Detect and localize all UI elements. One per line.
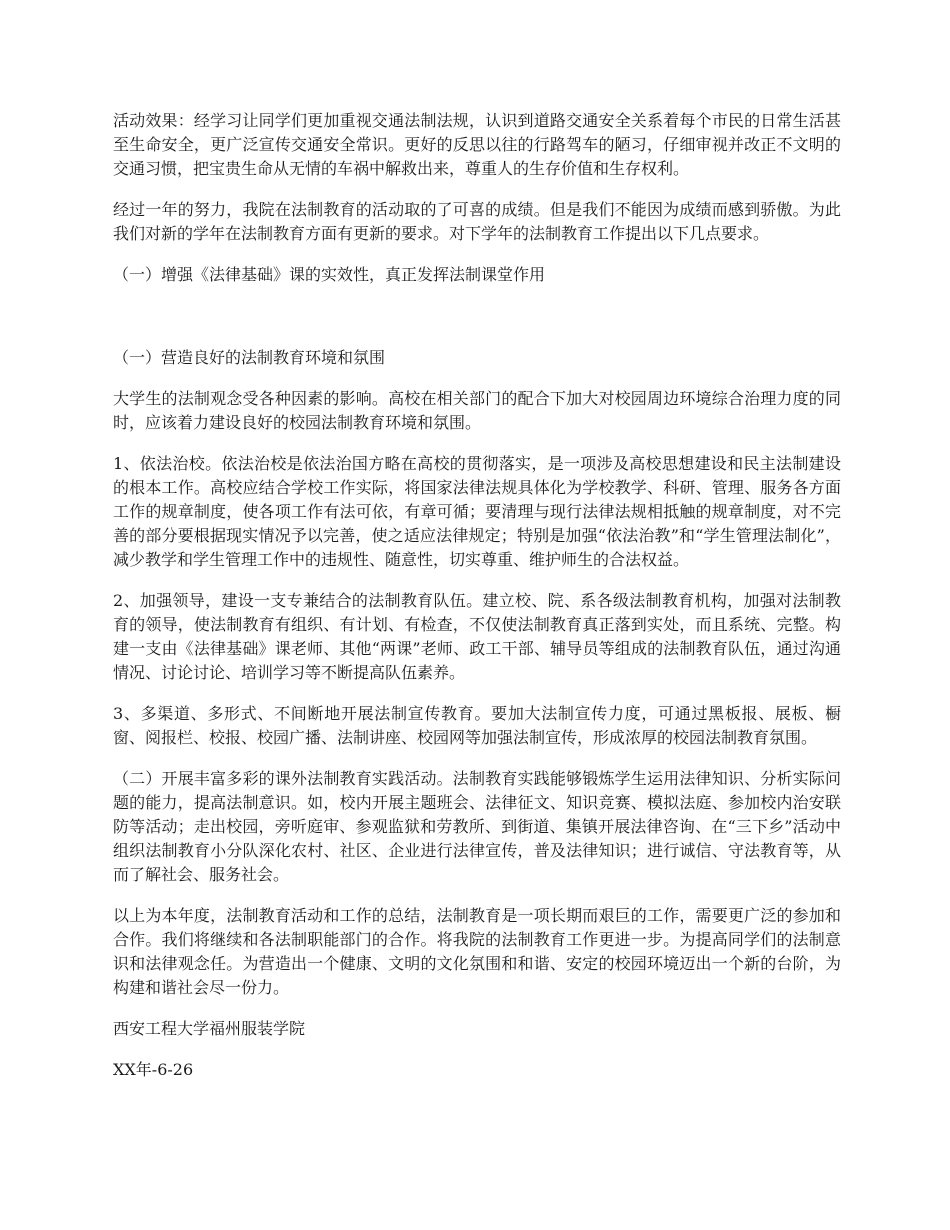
blank-spacer [113,304,841,346]
signature-institution: 西安工程大学福州服装学院 [113,1019,306,1038]
heading-environment: （一）营造良好的法制教育环境和氛围 [113,348,386,367]
paragraph-practice: （二）开展丰富多彩的课外法制教育实践活动。法制教育实践能够锻炼学生运用法律知识、分析实际问题的能力，提高法制意识。如，校内开展主题班会、法律征文、知识竞赛、模拟法庭、参加校内治安联防等活动；走出校园，旁听庭审、参观监狱和劳教所、到街道、集镇开展法律咨询、在“三下乡”活动中组织法制教育小分队深化农村、社区、企业进行法律宣传，普及法律知识；进行诚信、守法教育等，从而了解社会、服务社会。 [113,769,841,884]
paragraph-conclusion: 以上为本年度，法制教育活动和工作的总结，法制教育是一项长期而艰巨的工作，需要更广泛的参加和合作。我们将继续和各法制职能部门的合作。将我院的法制教育工作更进一步。为提高同学们的法制意识和法律观念任。为营造出一个健康、文明的文化氛围和和谐、安定的校园环境迈出一个新的台阶，为构建和谐社会尽一份力。 [113,906,841,997]
paragraph-item-2: 2、加强领导，建设一支专兼结合的法制教育队伍。建立校、院、系各级法制教育机构，加强对法制教育的领导，使法制教育有组织、有计划、有检查，不仅使法制教育真正落到实处，而且系统、完整。构建一支由《法律基础》课老师、其他“两课”老师、政工干部、辅导员等组成的法制教育队伍，通过沟通情况、讨论讨论、培训学习等不断提高队伍素养。 [113,591,841,682]
document-page [113,109,841,1099]
signature-date: XX年-6-26 [113,1060,194,1079]
paragraph-year-summary: 经过一年的努力，我院在法制教育的活动取的了可喜的成绩。但是我们不能因为成绩而感到骄傲。为此我们对新的学年在法制教育方面有更新的要求。对下学年的法制教育工作提出以下几点要求。 [113,200,841,243]
paragraph-item-3: 3、多渠道、多形式、不间断地开展法制宣传教育。要加大法制宣传力度，可通过黑板报、展板、橱窗、阅报栏、校报、校园广播、法制讲座、校园网等加强法制宣传，形成浓厚的校园法制教育氛围。 [113,704,841,747]
paragraph-item-1: 1、依法治校。依法治校是依法治国方略在高校的贯彻落实，是一项涉及高校思想建设和民主法制建设的根本工作。高校应结合学校工作实际，将国家法律法规具体化为学校教学、科研、管理、服务各方面工作的规章制度，使各项工作有法可依，有章可循；要清理与现行法律法规相抵触的规章制度，对不完善的部分要根据现实情况予以完善，使之适应法律规定；特别是加强“依法治教”和“学生管理法制化”，减少教学和学生管理工作中的违规性、随意性，切实尊重、维护师生的合法权益。 [113,454,841,569]
paragraph-influences: 大学生的法制观念受各种因素的影响。高校在相关部门的配合下加大对校园周边环境综合治理力度的同时，应该着力建设良好的校园法制教育环境和氛围。 [113,389,841,432]
paragraph-activity-effect: 活动效果：经学习让同学们更加重视交通法制法规，认识到道路交通安全关系着每个市民的日常生活甚至生命安全，更广泛宣传交通安全常识。更好的反思以往的行路驾车的陋习，仔细审视并改正不文明的交通习惯，把宝贵生命从无情的车祸中解救出来，尊重人的生存价值和生存权利。 [113,111,841,178]
heading-law-course: （一）增强《法律基础》课的实效性，真正发挥法制课堂作用 [113,265,546,284]
